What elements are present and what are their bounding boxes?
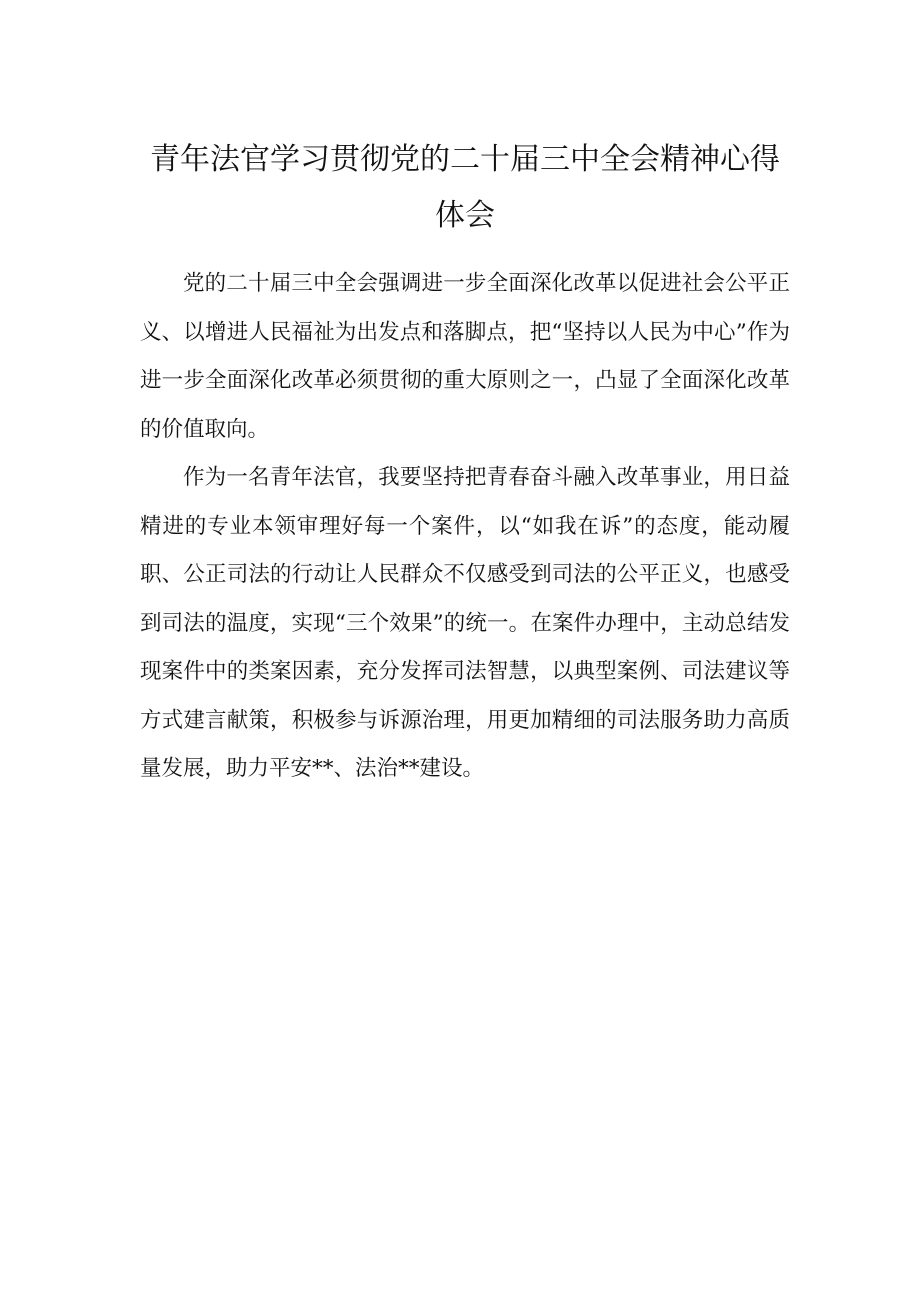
document-body — [140, 260, 790, 794]
document-title: 青年法官学习贯彻党的二十届三中全会精神心得体会 — [150, 142, 780, 233]
paragraph-2: 作为一名青年法官，我要坚持把青春奋斗融入改革事业，用日益精进的专业本领审理好每一个案件，以“如我在诉”的态度，能动履职、公正司法的行动让人民群众不仅感受到司法的公平正义，也感受到司法的温度，实现“三个效果”的统一。在案件办理中，主动总结发现案件中的类案因素，充分发挥司法智慧，以典型案例、司法建议等方式建言献策，积极参与诉源治理，用更加精细的司法服务助力高质量发展，助力平安**、法治**建设。 — [140, 465, 790, 781]
paragraph-1: 党的二十届三中全会强调进一步全面深化改革以促进社会公平正义、以增进人民福祉为出发点和落脚点，把“坚持以人民为中心”作为进一步全面深化改革必须贯彻的重大原则之一，凸显了全面深化改革的价值取向。 — [140, 271, 790, 442]
